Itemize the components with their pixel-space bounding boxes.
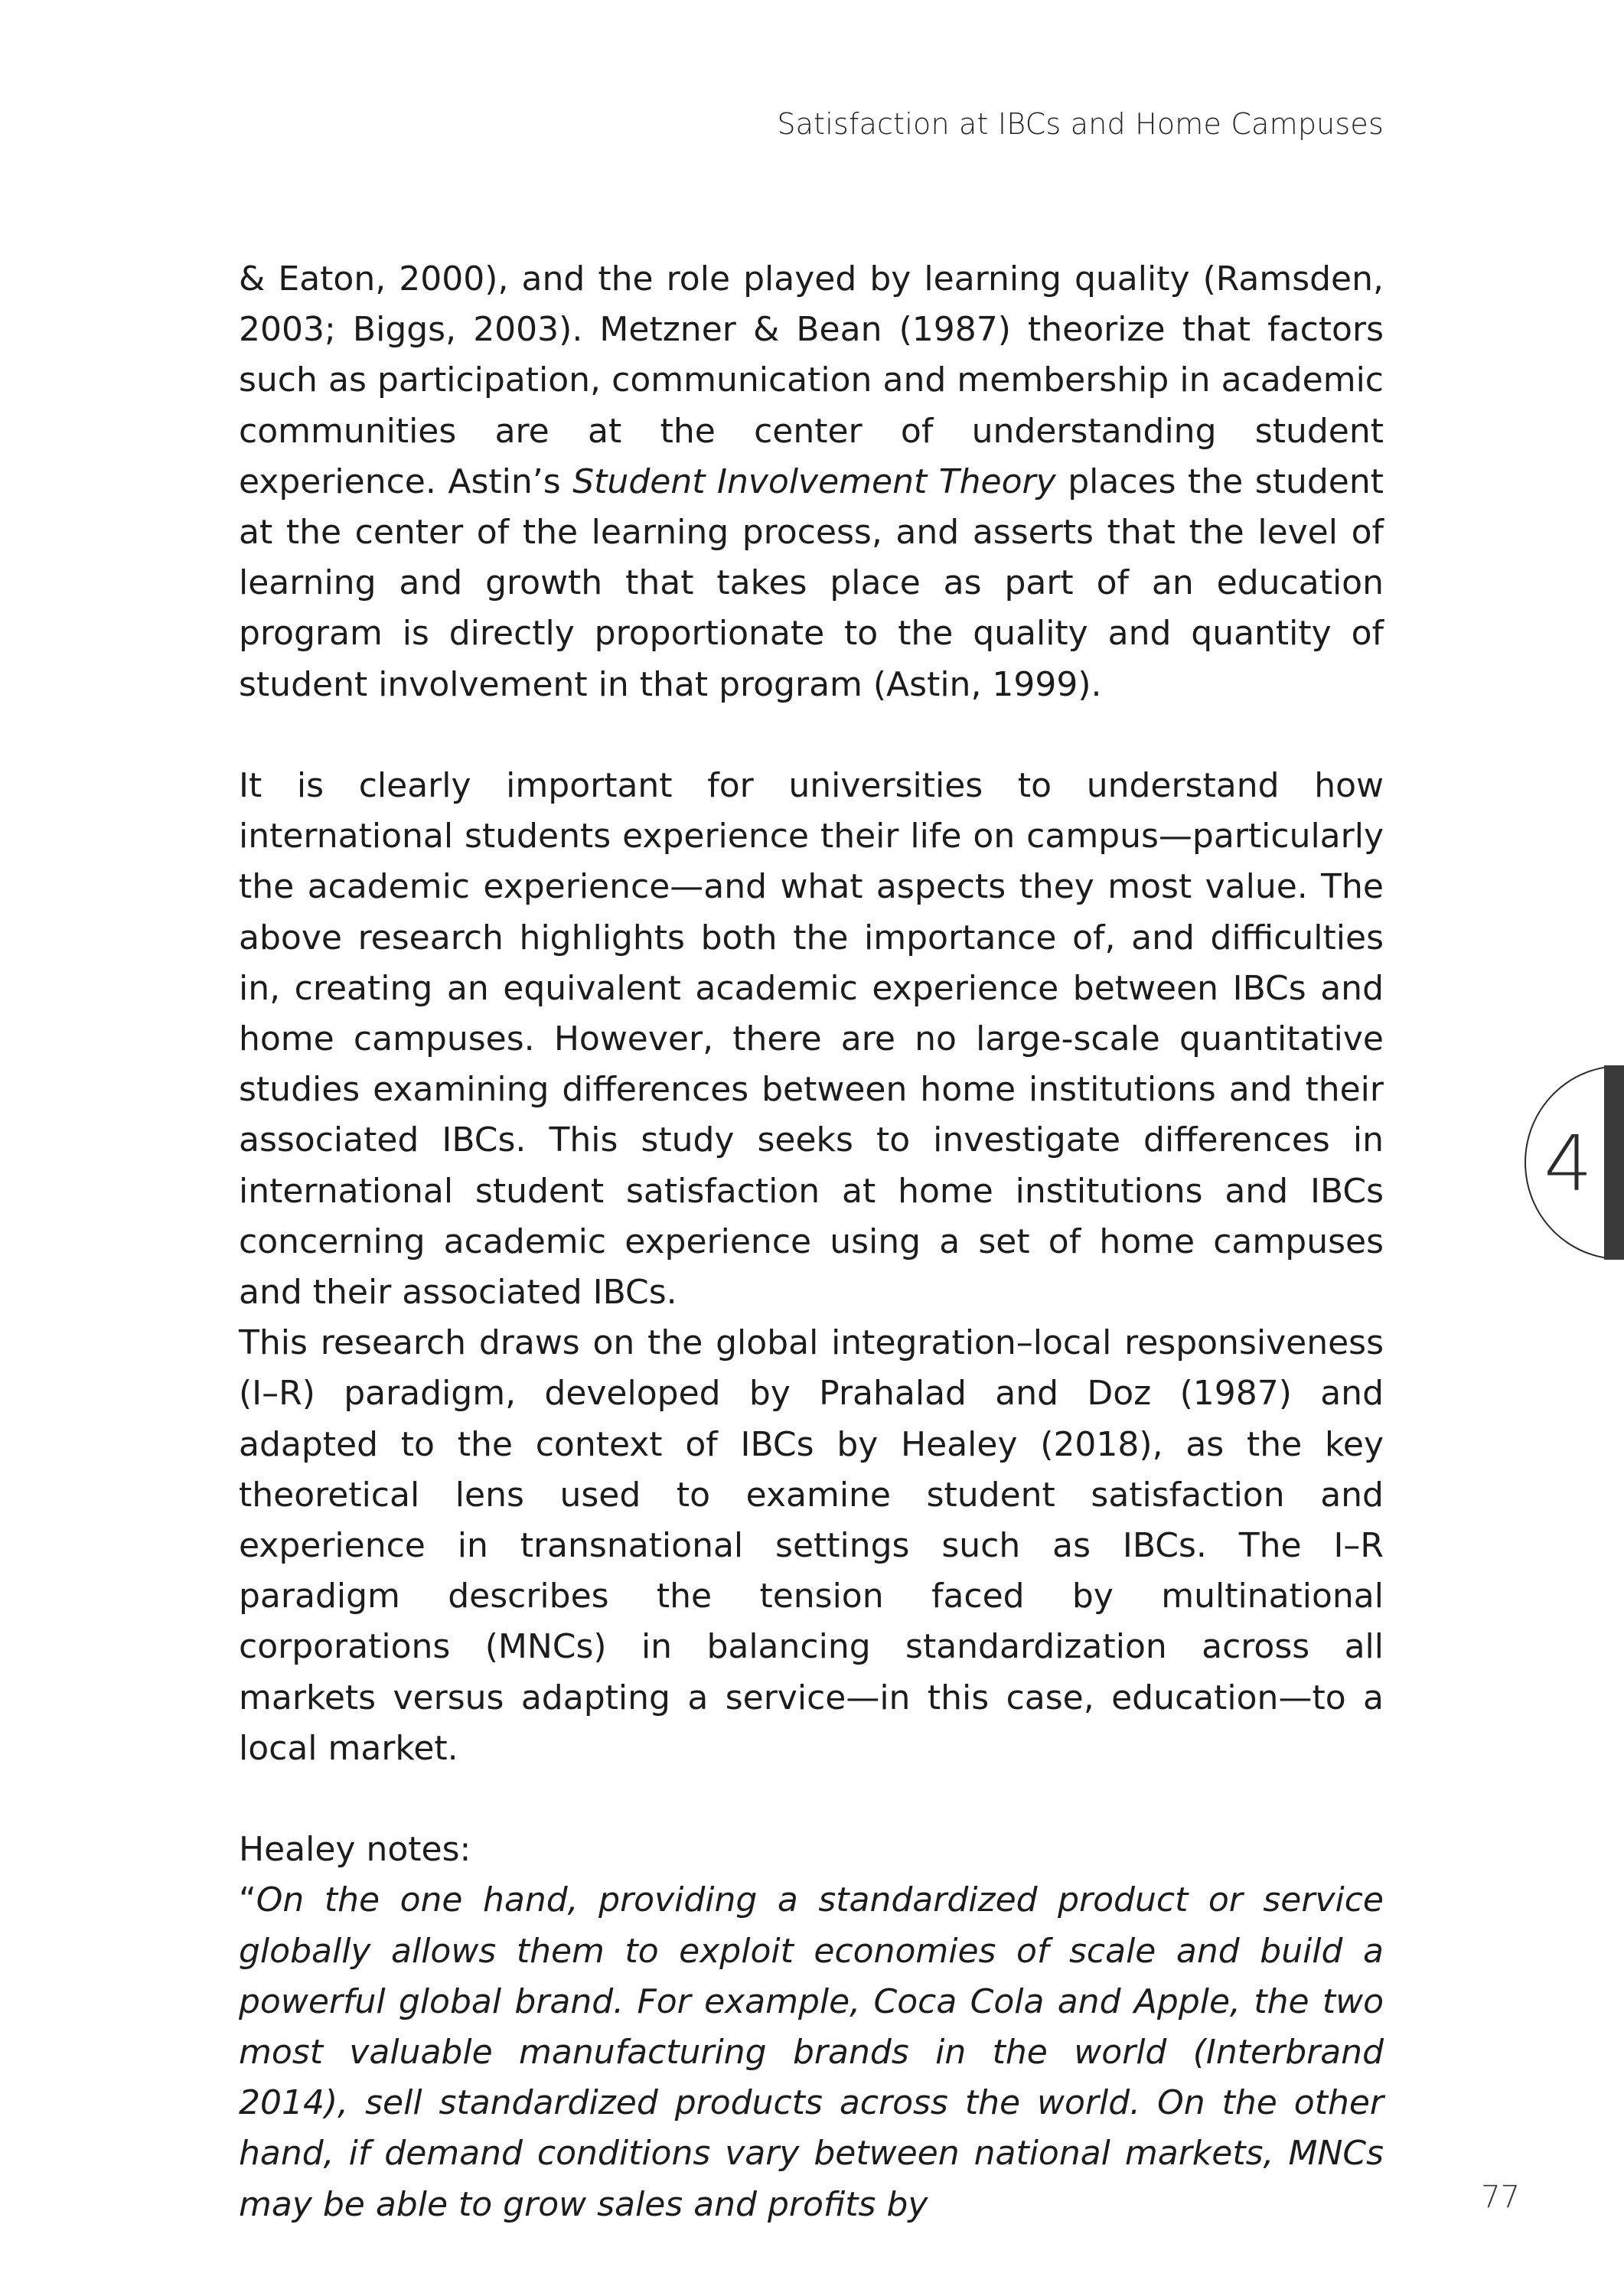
running-header-title: Satisfaction at IBCs and Home Campuses [777, 107, 1384, 141]
chapter-number: 4 [1544, 1119, 1593, 1208]
paragraph-1-text-b: places the student at the center of the learning process, and asserts that the level of learning and growth that takes place as part of an education program is directly proportionate to the quality and quantity of student involvement in that program (Astin, 1999). [239, 461, 1384, 704]
quote-open-mark: “ [239, 1880, 256, 1920]
paragraph-3: This research draws on the global integration–local responsiveness (I–R) paradigm, developed by Prahalad and Doz (1987) and adapted to the context of IBCs by Healey (2018), as the key theoretical lens used to examine student satisfaction and experience in transnational settings such as IBCs. The I–R paradigm describes the tension faced by multinational corporations (MNCs) in balancing standardization across all markets versus adapting a service—in this case, education—to a local market. [239, 1323, 1384, 1768]
quote-text: On the one hand, providing a standardized product or service globally allows them to exploit economies of scale and build a powerful global brand. For example, Coca Cola and Apple, the two most valuable manufacturing brands in the world (Interbrand 2014), sell standardized products across the world. On the other hand, if demand conditions vary between national markets, MNCs may be able to grow sales and profits by [239, 1880, 1384, 2224]
page-number: 77 [1481, 2180, 1520, 2215]
block-quote [239, 1875, 1384, 2229]
body-text [239, 254, 1384, 2230]
chapter-tab-bar [1604, 1065, 1624, 1260]
theory-name-italic: Student Involvement Theory [572, 461, 1056, 501]
paragraph-1 [239, 254, 1384, 710]
paragraph-2: It is clearly important for universities to understand how international students experience their life on campus—particularly the academic experience—and what aspects they most value. The above research highlights both the importance of, and difficulties in, creating an equivalent academic experience between IBCs and home campuses. However, there are no large-scale quantitative studies examining differences between home institutions and their associated IBCs. This study seeks to investigate differences in international student satisfaction at home institutions and IBCs concerning academic experience using a set of home campuses and their associated IBCs. [239, 766, 1384, 1313]
paragraph-1-text-a: & Eaton, 2000), and the role played by learning quality (Ramsden, 2003; Biggs, 2003). Metzner & Bean (1987) theorize that factors such as participation, communication and membership in academic communities are at the center of understanding student experience. Astin’s [239, 259, 1384, 501]
paragraph-4-intro: Healey notes: [239, 1830, 471, 1870]
